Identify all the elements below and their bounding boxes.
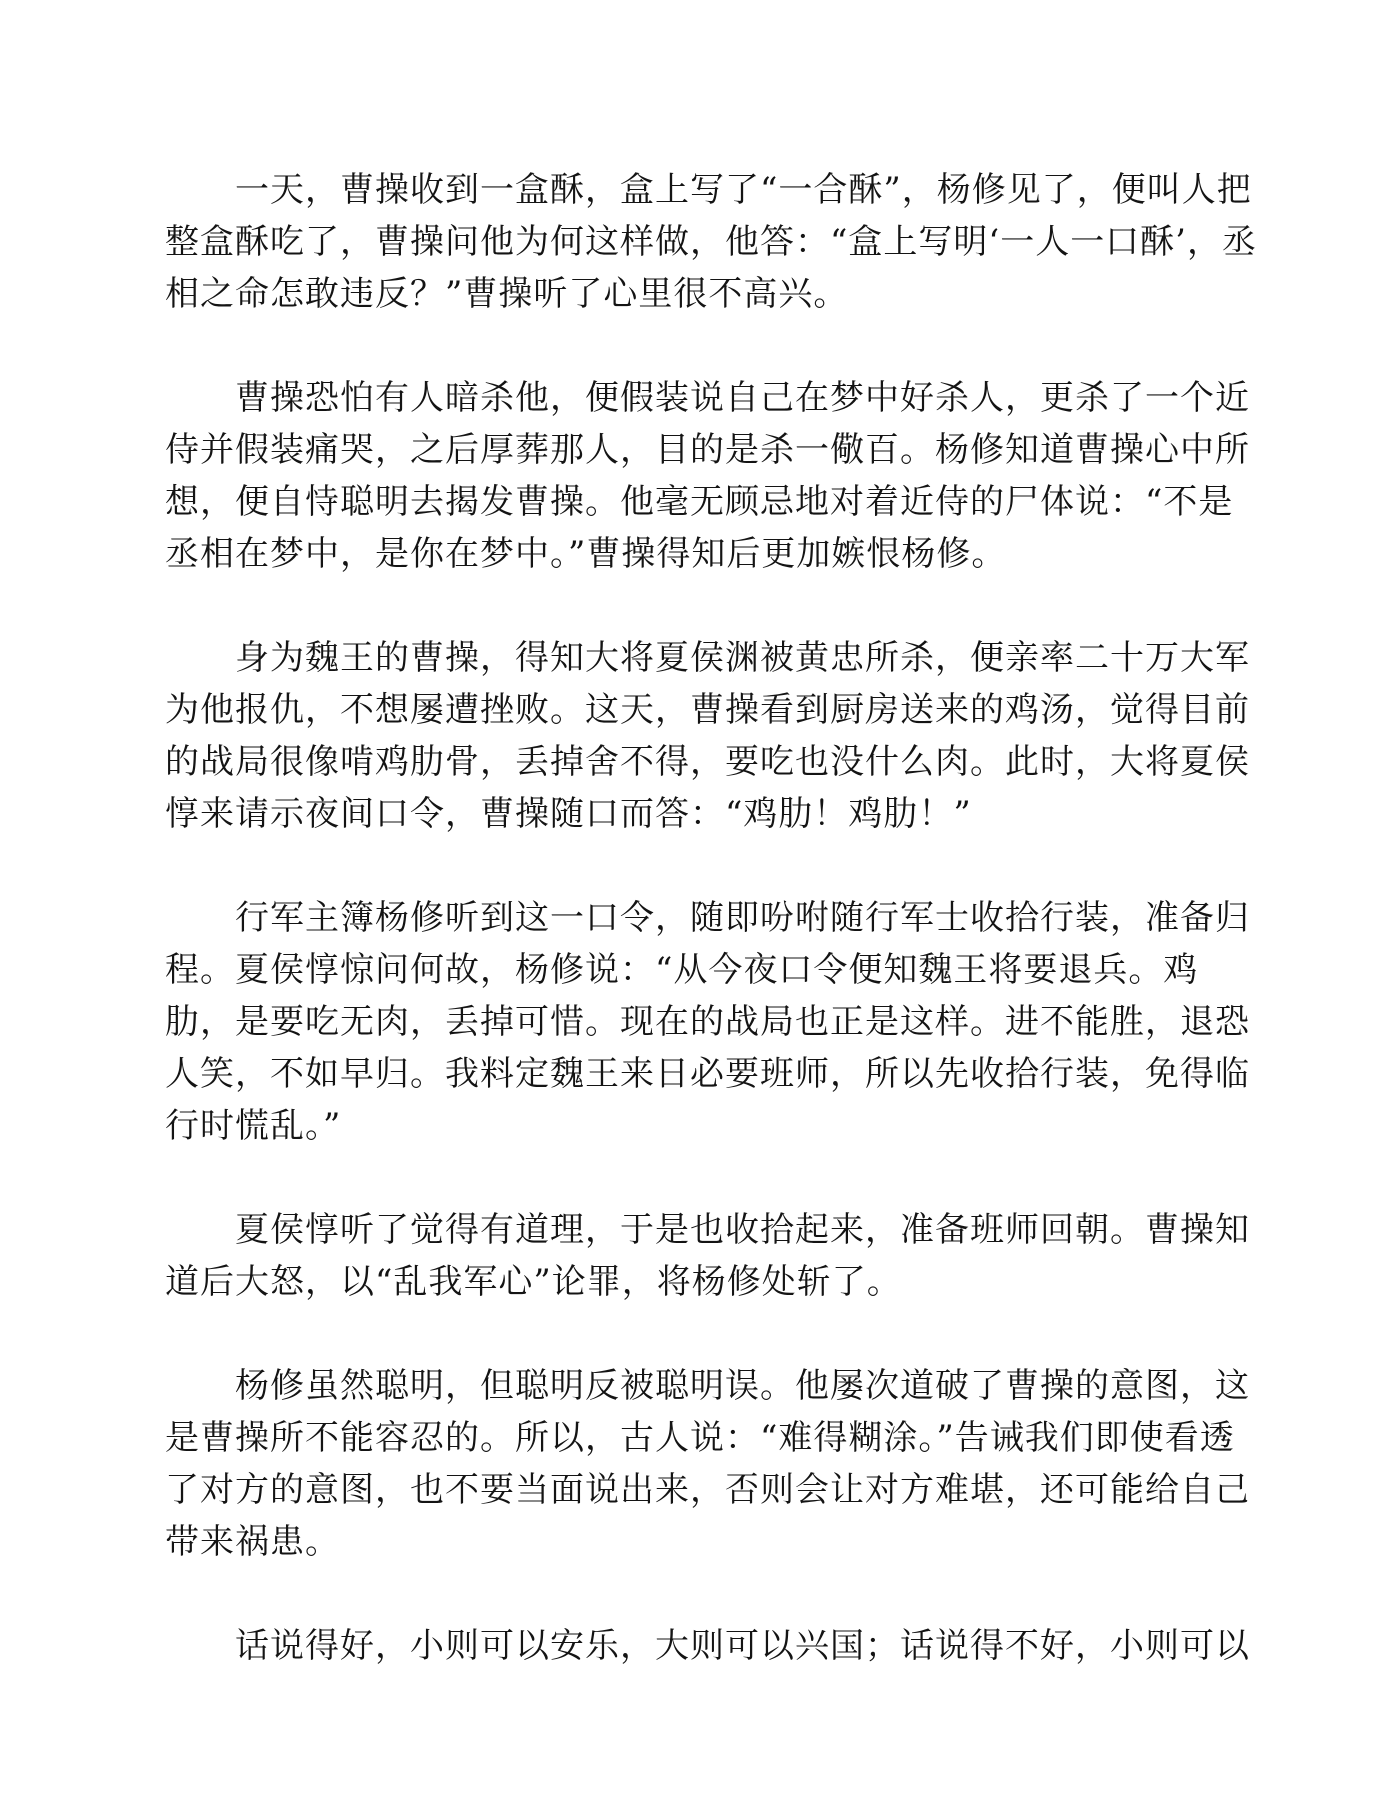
paragraph: [165, 372, 1250, 580]
text-line: 为他报仇，不想屡遭挫败。这天，曹操看到厨房送来的鸡汤，觉得目前: [165, 690, 1250, 730]
text-line: 一天，曹操收到一盒酥，盒上写了“一合酥”，杨修见了，便叫人把: [165, 170, 1252, 210]
text-line: 的战局很像啃鸡肋骨，丢掉舍不得，要吃也没什么肉。此时，大将夏侯: [165, 742, 1250, 782]
text-line: 侍并假装痛哭，之后厚葬那人，目的是杀一儆百。杨修知道曹操心中所: [165, 430, 1250, 470]
text-line: 身为魏王的曹操，得知大将夏侯渊被黄忠所杀，便亲率二十万大军: [165, 638, 1250, 678]
paragraph: [165, 1620, 1250, 1672]
paragraph: [165, 1360, 1250, 1568]
text-line: 程。夏侯惇惊问何故，杨修说：“从今夜口令便知魏王将要退兵。鸡: [165, 950, 1199, 990]
text-line: 想，便自恃聪明去揭发曹操。他毫无顾忌地对着近侍的尸体说：“不是: [165, 482, 1234, 522]
paragraph: [165, 632, 1250, 840]
text-line: 行时慌乱。”: [165, 1106, 342, 1146]
text-line: 人笑，不如早归。我料定魏王来日必要班师，所以先收拾行装，免得临: [165, 1054, 1250, 1094]
text-line: 是曹操所不能容忍的。所以，古人说：“难得糊涂。”告诫我们即使看透: [165, 1418, 1235, 1458]
paragraph: [165, 164, 1257, 320]
text-line: 杨修虽然聪明，但聪明反被聪明误。他屡次道破了曹操的意图，这: [165, 1366, 1250, 1406]
text-line: 整盒酥吃了，曹操问他为何这样做，他答：“盒上写明‘一人一口酥’，丞: [165, 222, 1257, 262]
text-line: 肋，是要吃无肉，丢掉可惜。现在的战局也正是这样。进不能胜，退恐: [165, 1002, 1250, 1042]
paragraph: [165, 1204, 1250, 1308]
text-line: 丞相在梦中，是你在梦中。”曹操得知后更加嫉恨杨修。: [165, 534, 1007, 574]
text-line: 话说得好，小则可以安乐，大则可以兴国；话说得不好，小则可以: [165, 1626, 1250, 1666]
article-body: [165, 164, 1257, 1724]
paragraph: [165, 892, 1250, 1152]
text-line: 相之命怎敢违反？”曹操听了心里很不高兴。: [165, 274, 849, 314]
text-line: 夏侯惇听了觉得有道理，于是也收拾起来，准备班师回朝。曹操知: [165, 1210, 1250, 1250]
text-line: 带来祸患。: [165, 1522, 340, 1562]
text-line: 道后大怒，以“乱我军心”论罪，将杨修处斩了。: [165, 1262, 902, 1302]
text-line: 惇来请示夜间口令，曹操随口而答：“鸡肋！鸡肋！”: [165, 794, 972, 834]
text-line: 行军主簿杨修听到这一口令，随即吩咐随行军士收拾行装，准备归: [165, 898, 1250, 938]
text-line: 了对方的意图，也不要当面说出来，否则会让对方难堪，还可能给自己: [165, 1470, 1250, 1510]
text-line: 曹操恐怕有人暗杀他，便假装说自己在梦中好杀人，更杀了一个近: [165, 378, 1250, 418]
